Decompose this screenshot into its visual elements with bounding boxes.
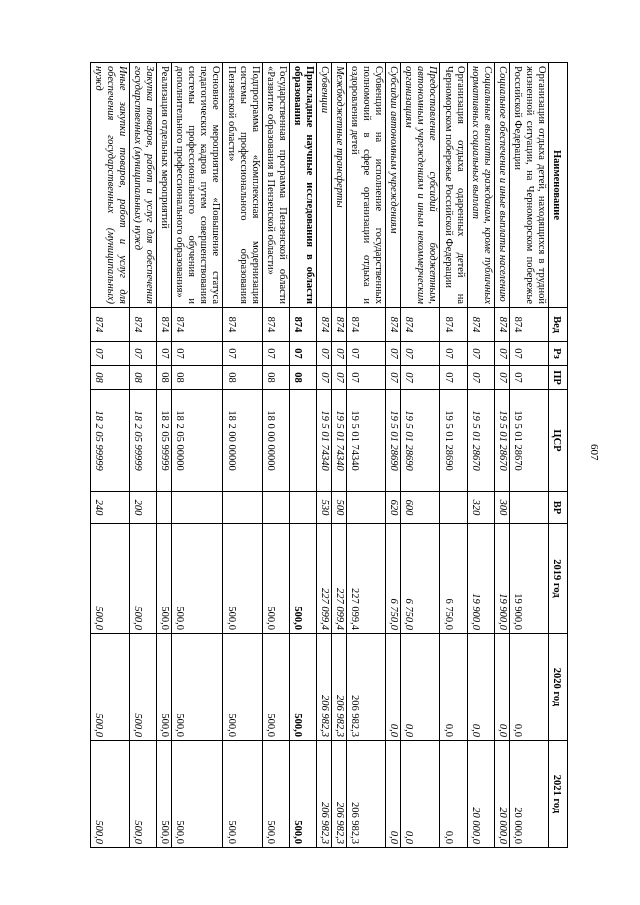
csr-cell: 19 5 01 28670 <box>467 390 494 492</box>
y2019-cell: 227 099,4 <box>347 524 386 634</box>
csr-cell: 19 5 01 28690 <box>401 390 440 492</box>
y2019-cell: 500,0 <box>130 524 157 634</box>
csr-cell: 19 5 01 74340 <box>332 390 347 492</box>
pr-cell: 08 <box>90 366 129 390</box>
pr-cell: 08 <box>262 366 289 390</box>
vr-cell: 530 <box>316 492 331 524</box>
ved-cell: 874 <box>386 308 401 342</box>
table-row <box>172 63 223 848</box>
ved-cell: 874 <box>316 308 331 342</box>
y2020-cell: 500,0 <box>289 634 316 741</box>
y2019-cell: 6 750,0 <box>401 524 440 634</box>
rz-cell: 07 <box>316 342 331 366</box>
y2020-cell: 206 982,3 <box>332 634 347 741</box>
y2019-cell: 500,0 <box>262 524 289 634</box>
y2021-cell: 500,0 <box>157 741 172 848</box>
pr-cell: 08 <box>172 366 223 390</box>
vr-cell: 200 <box>130 492 157 524</box>
y2020-cell: 0,0 <box>467 634 494 741</box>
pr-cell: 08 <box>223 366 262 390</box>
name-cell: Предоставление субсидий бюджетным, автономным учреждениям и иным некоммерческим организациям <box>401 63 440 308</box>
vr-cell <box>289 492 316 524</box>
y2021-cell: 500,0 <box>130 741 157 848</box>
y2020-cell: 500,0 <box>223 634 262 741</box>
y2021-cell: 20 000,0 <box>494 741 509 848</box>
y2021-cell: 500,0 <box>262 741 289 848</box>
ved-cell: 874 <box>130 308 157 342</box>
table-row <box>316 63 331 848</box>
rz-cell: 07 <box>386 342 401 366</box>
y2021-cell: 500,0 <box>289 741 316 848</box>
csr-cell: 19 5 01 28690 <box>440 390 467 492</box>
y2019-cell: 19 900,0 <box>494 524 509 634</box>
name-cell: Межбюджетные трансферты <box>332 63 347 308</box>
rz-cell: 07 <box>332 342 347 366</box>
table-body <box>90 63 548 848</box>
header-csr-col: ЦСР <box>549 390 568 492</box>
name-cell: Организация отдыха одаренных детей на Черноморском побережье Российской Федерации <box>440 63 467 308</box>
y2021-cell: 500,0 <box>90 741 129 848</box>
ved-cell: 874 <box>440 308 467 342</box>
table-row <box>157 63 172 848</box>
name-cell: Субвенции на исполнение государственных полномочий в сфере организации отдыха и оздоровления детей <box>347 63 386 308</box>
csr-cell <box>289 390 316 492</box>
name-cell: Основное мероприятие «Повышение статуса педагогических кадров путем совершенствования системы профессионального обучения и дополнительного профессионального образования» <box>172 63 223 308</box>
ved-cell: 874 <box>509 308 548 342</box>
vr-cell <box>262 492 289 524</box>
name-cell: Социальные выплаты гражданам, кроме публичных нормативных социальных выплат <box>467 63 494 308</box>
y2019-cell: 500,0 <box>90 524 129 634</box>
vr-cell: 600 <box>401 492 440 524</box>
pr-cell: 07 <box>509 366 548 390</box>
csr-cell: 19 5 01 74340 <box>316 390 331 492</box>
y2020-cell: 206 982,3 <box>347 634 386 741</box>
pr-cell: 07 <box>401 366 440 390</box>
ved-cell: 874 <box>157 308 172 342</box>
name-cell: Реализация отдельных мероприятий <box>157 63 172 308</box>
y2020-cell: 500,0 <box>262 634 289 741</box>
header-vr-col: ВР <box>549 492 568 524</box>
rz-cell: 07 <box>130 342 157 366</box>
header-y2021-col: 2021 год <box>549 741 568 848</box>
y2021-cell: 206 982,3 <box>332 741 347 848</box>
y2020-cell: 500,0 <box>172 634 223 741</box>
ved-cell: 874 <box>90 308 129 342</box>
rz-cell: 07 <box>172 342 223 366</box>
y2021-cell: 20 000,0 <box>509 741 548 848</box>
csr-cell: 18 0 00 00000 <box>262 390 289 492</box>
header-ved-col: Вед <box>549 308 568 342</box>
budget-table <box>90 62 568 848</box>
csr-cell: 19 5 01 28690 <box>386 390 401 492</box>
ved-cell: 874 <box>289 308 316 342</box>
y2021-cell: 206 982,3 <box>316 741 331 848</box>
rz-cell: 07 <box>509 342 548 366</box>
pr-cell: 08 <box>130 366 157 390</box>
name-cell: Закупка товаров, работ и услуг для обеспечения государственных (муниципальных) нужд <box>130 63 157 308</box>
csr-cell: 18 2 05 00000 <box>172 390 223 492</box>
y2020-cell: 500,0 <box>130 634 157 741</box>
ved-cell: 874 <box>332 308 347 342</box>
y2020-cell: 500,0 <box>90 634 129 741</box>
vr-cell <box>223 492 262 524</box>
page-number: 607 <box>588 444 600 461</box>
rz-cell: 07 <box>289 342 316 366</box>
ved-cell: 874 <box>467 308 494 342</box>
y2021-cell: 0,0 <box>401 741 440 848</box>
rz-cell: 07 <box>494 342 509 366</box>
pr-cell: 07 <box>440 366 467 390</box>
csr-cell: 19 5 01 74340 <box>347 390 386 492</box>
csr-cell: 19 5 01 28670 <box>509 390 548 492</box>
y2019-cell: 227 099,4 <box>316 524 331 634</box>
rz-cell: 07 <box>401 342 440 366</box>
y2019-cell: 500,0 <box>289 524 316 634</box>
vr-cell <box>347 492 386 524</box>
table-row <box>262 63 289 848</box>
y2020-cell: 0,0 <box>401 634 440 741</box>
vr-cell: 500 <box>332 492 347 524</box>
csr-cell: 18 2 05 99999 <box>90 390 129 492</box>
table-row <box>401 63 440 848</box>
y2021-cell: 206 982,3 <box>347 741 386 848</box>
table-row <box>509 63 548 848</box>
y2021-cell: 0,0 <box>386 741 401 848</box>
csr-cell: 18 2 05 99999 <box>157 390 172 492</box>
table-row <box>130 63 157 848</box>
pr-cell: 08 <box>289 366 316 390</box>
csr-cell: 18 2 05 99999 <box>130 390 157 492</box>
vr-cell: 620 <box>386 492 401 524</box>
y2020-cell: 500,0 <box>157 634 172 741</box>
y2019-cell: 500,0 <box>157 524 172 634</box>
y2019-cell: 6 750,0 <box>440 524 467 634</box>
rz-cell: 07 <box>90 342 129 366</box>
rz-cell: 07 <box>440 342 467 366</box>
y2019-cell: 19 900,0 <box>509 524 548 634</box>
header-rz-col: Рз <box>549 342 568 366</box>
y2020-cell: 0,0 <box>494 634 509 741</box>
y2020-cell: 0,0 <box>386 634 401 741</box>
ved-cell: 874 <box>172 308 223 342</box>
rz-cell: 07 <box>347 342 386 366</box>
rz-cell: 07 <box>223 342 262 366</box>
name-cell: Социальное обеспечение и иные выплаты населению <box>494 63 509 308</box>
name-cell: Прикладные научные исследования в области образования <box>289 63 316 308</box>
table-row <box>347 63 386 848</box>
y2019-cell: 500,0 <box>223 524 262 634</box>
name-cell: Государственная программа Пензенской области «Развитие образования в Пензенской области» <box>262 63 289 308</box>
y2019-cell: 6 750,0 <box>386 524 401 634</box>
table-row <box>386 63 401 848</box>
rz-cell: 07 <box>262 342 289 366</box>
y2021-cell: 500,0 <box>172 741 223 848</box>
table-row <box>223 63 262 848</box>
y2021-cell: 0,0 <box>440 741 467 848</box>
y2019-cell: 227 099,4 <box>332 524 347 634</box>
name-cell: Иные закупки товаров, работ и услуг для обеспечения государственных (муниципальных) нужд <box>90 63 129 308</box>
csr-cell: 18 2 00 00000 <box>223 390 262 492</box>
vr-cell: 320 <box>467 492 494 524</box>
vr-cell <box>157 492 172 524</box>
table-row <box>289 63 316 848</box>
name-cell: Субсидии автономным учреждениям <box>386 63 401 308</box>
csr-cell: 19 5 01 28670 <box>494 390 509 492</box>
table-row <box>467 63 494 848</box>
ved-cell: 874 <box>494 308 509 342</box>
budget-table-rotated <box>86 62 568 847</box>
header-y2020-col: 2020 год <box>549 634 568 741</box>
header-y2019-col: 2019 год <box>549 524 568 634</box>
table-header-row <box>549 63 568 848</box>
rz-cell: 07 <box>157 342 172 366</box>
y2019-cell: 19 900,0 <box>467 524 494 634</box>
vr-cell <box>172 492 223 524</box>
pr-cell: 07 <box>494 366 509 390</box>
table-row <box>494 63 509 848</box>
y2020-cell: 0,0 <box>440 634 467 741</box>
header-pr-col: ПР <box>549 366 568 390</box>
name-cell: Субвенции <box>316 63 331 308</box>
pr-cell: 07 <box>332 366 347 390</box>
pr-cell: 07 <box>316 366 331 390</box>
header-name-col: Наименование <box>549 63 568 308</box>
name-cell: Подпрограмма «Комплексная модернизация системы профессионального образования Пензенской области» <box>223 63 262 308</box>
y2021-cell: 20 000,0 <box>467 741 494 848</box>
ved-cell: 874 <box>262 308 289 342</box>
ved-cell: 874 <box>347 308 386 342</box>
vr-cell: 240 <box>90 492 129 524</box>
vr-cell <box>440 492 467 524</box>
table-row <box>440 63 467 848</box>
ved-cell: 874 <box>401 308 440 342</box>
pr-cell: 07 <box>386 366 401 390</box>
pr-cell: 07 <box>467 366 494 390</box>
pr-cell: 07 <box>347 366 386 390</box>
table-row <box>332 63 347 848</box>
y2021-cell: 500,0 <box>223 741 262 848</box>
table-row <box>90 63 129 848</box>
rz-cell: 07 <box>467 342 494 366</box>
y2019-cell: 500,0 <box>172 524 223 634</box>
y2020-cell: 206 982,3 <box>316 634 331 741</box>
ved-cell: 874 <box>223 308 262 342</box>
vr-cell: 300 <box>494 492 509 524</box>
pr-cell: 08 <box>157 366 172 390</box>
name-cell: Организация отдыха детей, находящихся в трудной жизненной ситуации, на Черноморском побережье Российской Федерации <box>509 63 548 308</box>
vr-cell <box>509 492 548 524</box>
y2020-cell: 0,0 <box>509 634 548 741</box>
